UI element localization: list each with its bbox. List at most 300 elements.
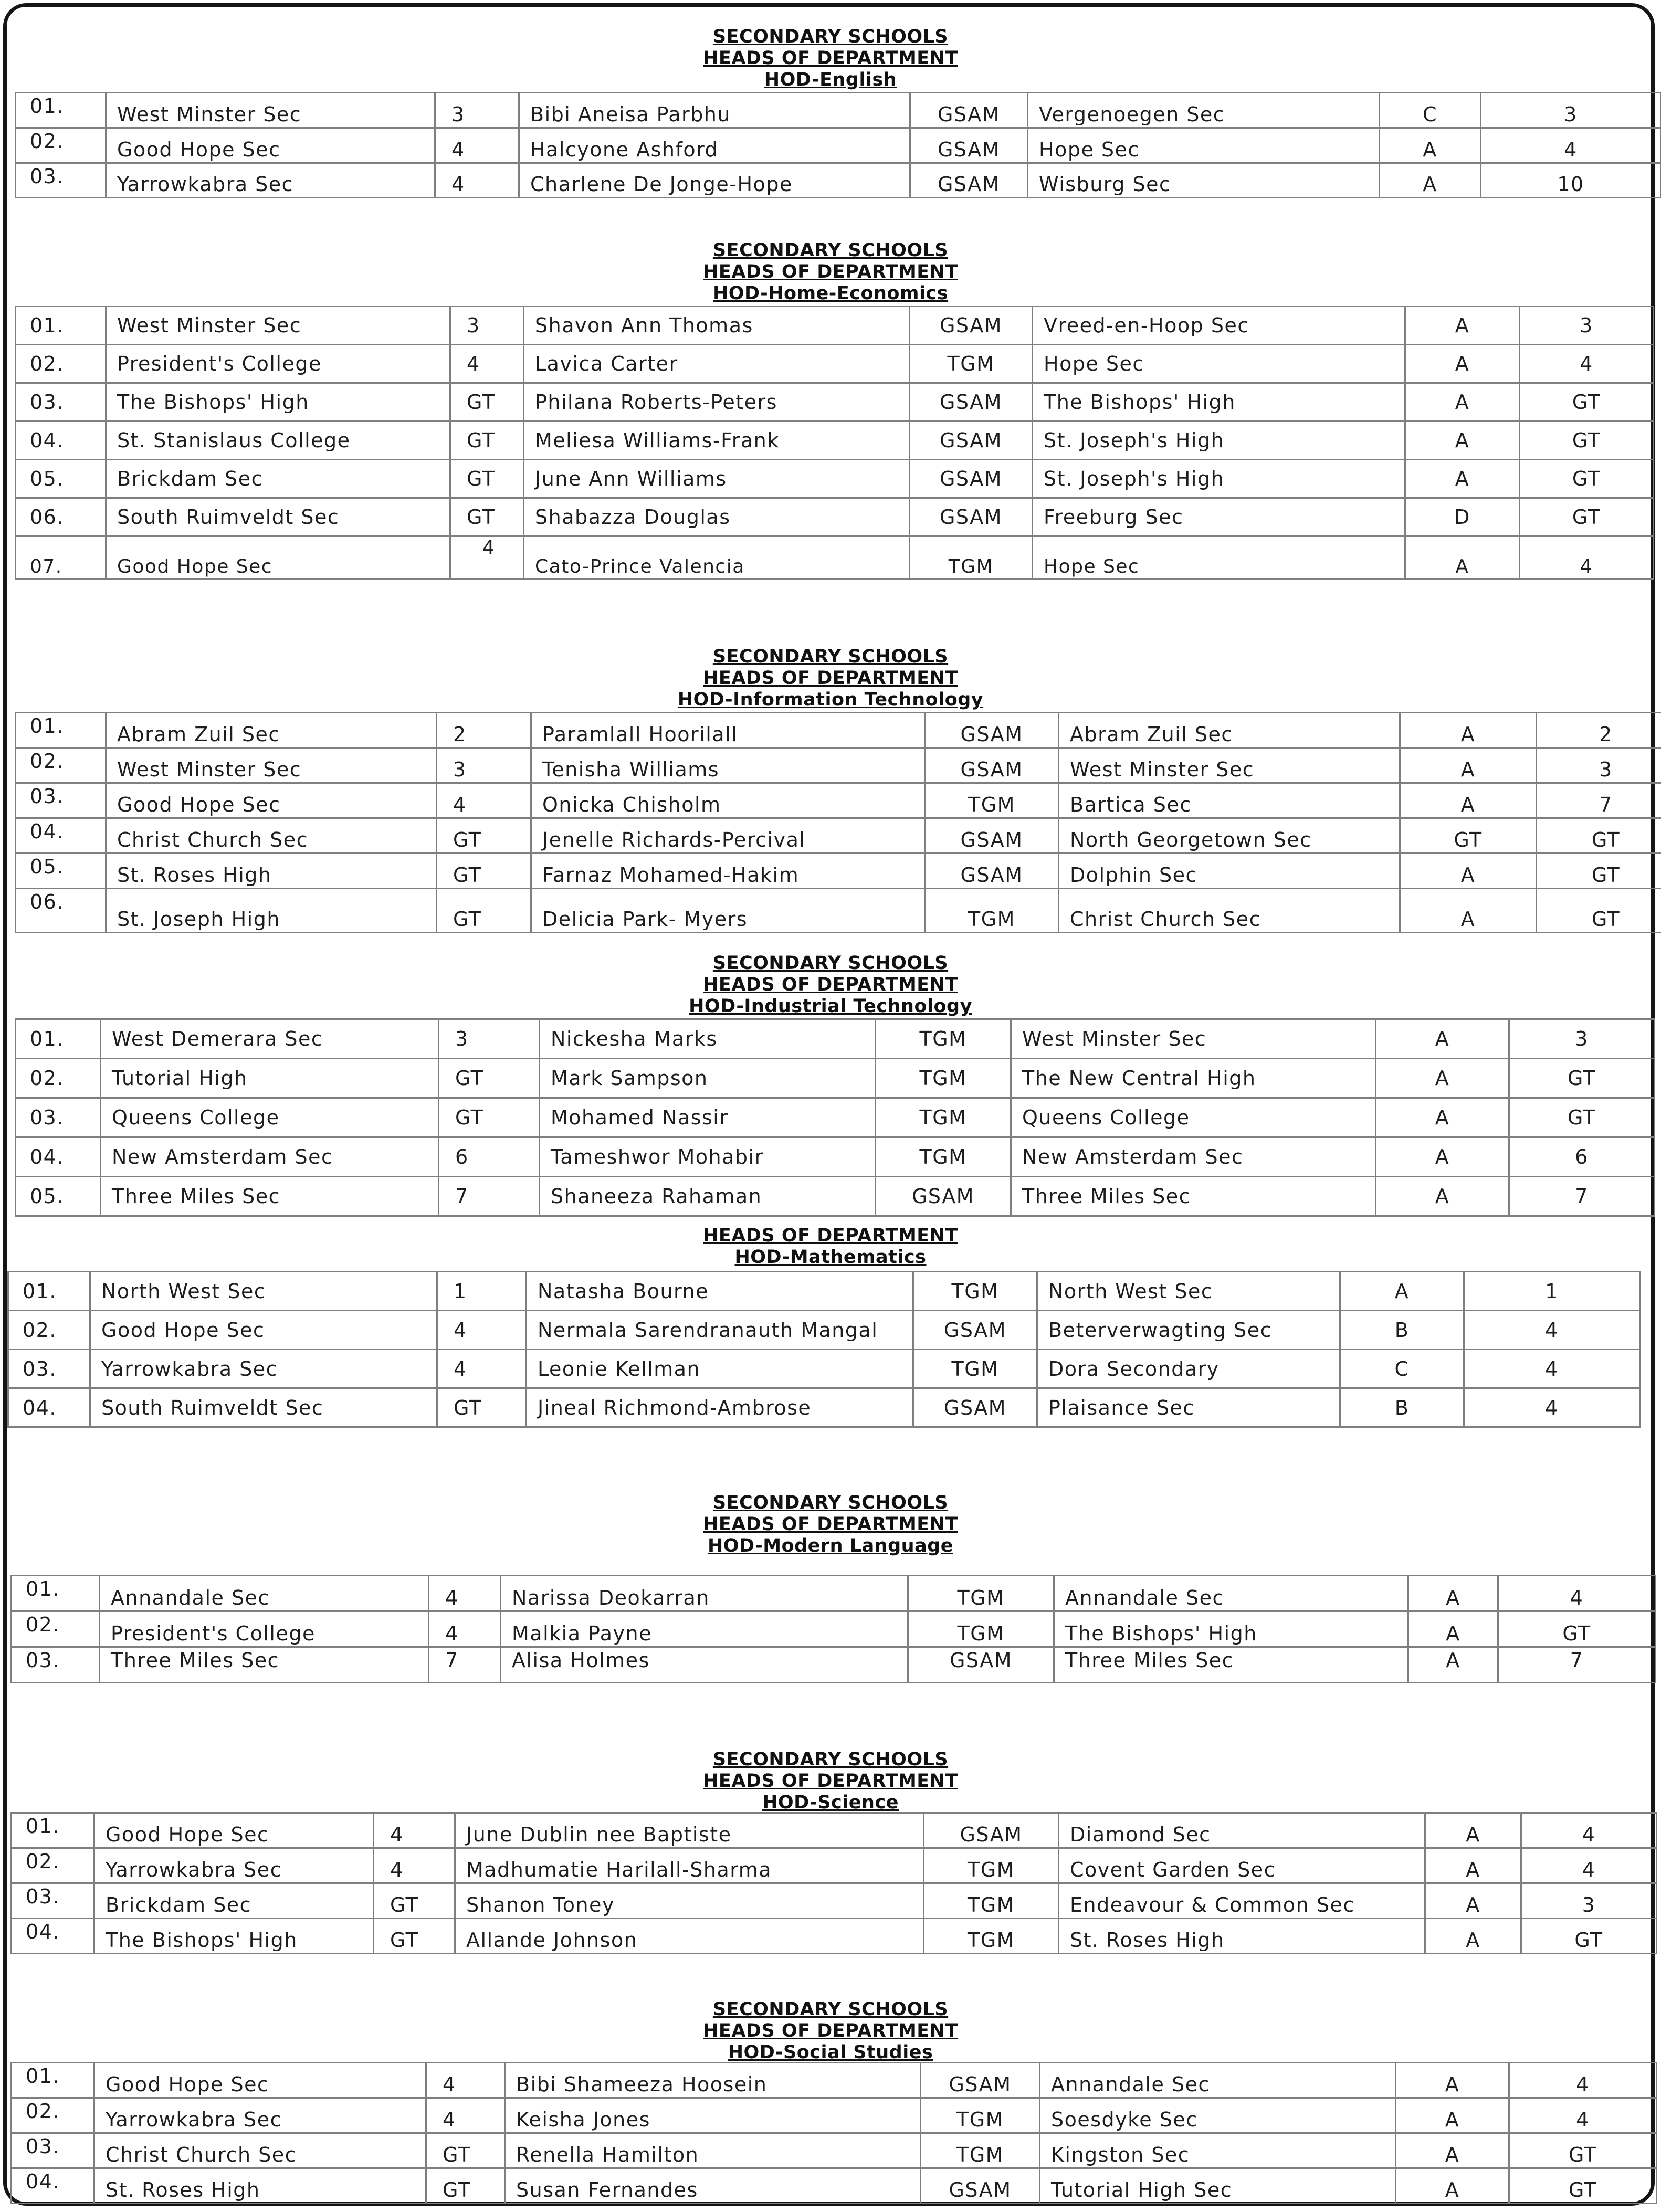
- section-header: [0, 26, 1661, 91]
- table-row: [8, 1272, 1640, 1311]
- section-subject: HOD-Information Technology: [677, 689, 984, 710]
- teacher-name: June Dublin nee Baptiste: [455, 1813, 924, 1848]
- teacher-name: Malkia Payne: [501, 1611, 908, 1647]
- row-number: 01.: [16, 93, 106, 128]
- current-school: St. Joseph's High: [1033, 422, 1405, 460]
- school: Brickdam Sec: [94, 1883, 374, 1919]
- school: St. Roses High: [94, 2168, 426, 2204]
- appointment: GSAM: [924, 1813, 1059, 1848]
- school: Annandale Sec: [100, 1576, 429, 1611]
- row-number: 03.: [16, 163, 106, 198]
- section-header: [0, 953, 1661, 1017]
- region: GT: [426, 2168, 505, 2204]
- region: 4: [374, 1813, 455, 1848]
- grade: A: [1376, 1177, 1509, 1216]
- current-school: Beterverwagting Sec: [1037, 1311, 1340, 1350]
- grade: A: [1376, 1019, 1509, 1059]
- table-row: [16, 460, 1654, 498]
- row-number: 02.: [8, 1311, 90, 1350]
- table-row: [12, 1848, 1657, 1883]
- current-school: Queens College: [1011, 1098, 1376, 1137]
- table-row: [16, 1098, 1655, 1137]
- teacher-name: Nermala Sarendranauth Mangal: [527, 1311, 913, 1350]
- current-school: Dora Secondary: [1037, 1350, 1340, 1388]
- current-school: North West Sec: [1037, 1272, 1340, 1311]
- teacher-name: Keisha Jones: [505, 2098, 921, 2133]
- grade: A: [1396, 2168, 1509, 2204]
- current-school: Three Miles Sec: [1054, 1647, 1408, 1683]
- row-number: 02.: [16, 345, 106, 383]
- appointment: TGM: [908, 1611, 1054, 1647]
- current-region: GT: [1520, 498, 1654, 536]
- region: GT: [450, 422, 524, 460]
- current-region: GT: [1521, 1919, 1657, 1954]
- school: West Minster Sec: [106, 93, 435, 128]
- teacher-name: Shaneeza Rahaman: [540, 1177, 876, 1216]
- row-number: 03.: [12, 1647, 100, 1683]
- region: 4: [435, 128, 519, 163]
- grade: A: [1405, 383, 1520, 422]
- appointment: TGM: [876, 1098, 1011, 1137]
- region: 7: [429, 1647, 501, 1683]
- table-row: [16, 383, 1654, 422]
- current-school: Covent Garden Sec: [1059, 1848, 1425, 1883]
- current-region: 6: [1509, 1137, 1655, 1177]
- school: Yarrowkabra Sec: [106, 163, 435, 198]
- grade: A: [1396, 2098, 1509, 2133]
- teacher-name: Philana Roberts-Peters: [524, 383, 910, 422]
- teacher-name: Mark Sampson: [540, 1059, 876, 1098]
- grade: A: [1396, 2063, 1509, 2098]
- teacher-name: Jineal Richmond-Ambrose: [527, 1388, 913, 1427]
- section-subtitle: HEADS OF DEPARTMENT: [703, 1771, 958, 1792]
- school: Good Hope Sec: [106, 128, 435, 163]
- table-row: [16, 713, 1661, 748]
- row-number: 06.: [16, 498, 106, 536]
- appointment: TGM: [925, 889, 1059, 933]
- current-school: Tutorial High Sec: [1040, 2168, 1396, 2204]
- hod-table: [7, 1271, 1641, 1428]
- current-school: Plaisance Sec: [1037, 1388, 1340, 1427]
- section-subject: HOD-Home-Economics: [712, 283, 949, 304]
- table-row: [16, 889, 1661, 933]
- current-region: 3: [1509, 1019, 1655, 1059]
- row-number: 02.: [16, 1059, 101, 1098]
- current-school: St. Roses High: [1059, 1919, 1425, 1954]
- table-row: [16, 422, 1654, 460]
- current-school: The New Central High: [1011, 1059, 1376, 1098]
- current-school: Freeburg Sec: [1033, 498, 1405, 536]
- region: GT: [450, 383, 524, 422]
- school: St. Joseph High: [106, 889, 437, 933]
- current-region: 7: [1537, 783, 1661, 818]
- section-subject: HOD-Science: [762, 1792, 899, 1813]
- hod-table: [15, 712, 1661, 933]
- section-subtitle: HEADS OF DEPARTMENT: [703, 1225, 958, 1246]
- current-region: GT: [1509, 2133, 1657, 2168]
- row-number: 02.: [16, 748, 106, 783]
- appointment: GSAM: [910, 422, 1033, 460]
- teacher-name: Tenisha Williams: [531, 748, 925, 783]
- grade: A: [1405, 536, 1520, 580]
- region: 3: [437, 748, 531, 783]
- current-region: GT: [1520, 460, 1654, 498]
- appointment: TGM: [910, 536, 1033, 580]
- row-number: 02.: [12, 1611, 100, 1647]
- current-region: 4: [1464, 1388, 1640, 1427]
- grade: A: [1400, 889, 1537, 933]
- current-region: 4: [1521, 1813, 1657, 1848]
- current-region: 4: [1509, 2098, 1657, 2133]
- table-row: [12, 1883, 1657, 1919]
- school: St. Stanislaus College: [106, 422, 450, 460]
- teacher-name: Paramlall Hoorilall: [531, 713, 925, 748]
- current-school: Christ Church Sec: [1059, 889, 1400, 933]
- current-school: Hope Sec: [1028, 128, 1380, 163]
- table-row: [16, 1019, 1655, 1059]
- current-region: GT: [1537, 889, 1661, 933]
- region: GT: [439, 1098, 540, 1137]
- current-region: 7: [1509, 1177, 1655, 1216]
- table-row: [12, 1576, 1656, 1611]
- current-region: 3: [1521, 1883, 1657, 1919]
- appointment: GSAM: [910, 163, 1028, 198]
- appointment: GSAM: [908, 1647, 1054, 1683]
- school: St. Roses High: [106, 854, 437, 889]
- school: President's College: [106, 345, 450, 383]
- grade: C: [1340, 1350, 1464, 1388]
- school: Abram Zuil Sec: [106, 713, 437, 748]
- teacher-name: Farnaz Mohamed-Hakim: [531, 854, 925, 889]
- row-number: 07.: [16, 536, 106, 580]
- section-header: [0, 1492, 1661, 1557]
- teacher-name: Bibi Shameeza Hoosein: [505, 2063, 921, 2098]
- school: Yarrowkabra Sec: [90, 1350, 437, 1388]
- current-region: 4: [1464, 1311, 1640, 1350]
- teacher-name: Lavica Carter: [524, 345, 910, 383]
- row-number: 02.: [12, 2098, 94, 2133]
- row-number: 03.: [8, 1350, 90, 1388]
- appointment: GSAM: [925, 713, 1059, 748]
- current-region: GT: [1520, 383, 1654, 422]
- grade: A: [1400, 854, 1537, 889]
- current-region: 3: [1520, 307, 1654, 345]
- grade: A: [1405, 460, 1520, 498]
- teacher-name: Alisa Holmes: [501, 1647, 908, 1683]
- section-subject: HOD-Social Studies: [728, 2042, 933, 2063]
- current-region: GT: [1537, 818, 1661, 854]
- school: Christ Church Sec: [94, 2133, 426, 2168]
- appointment: TGM: [913, 1350, 1037, 1388]
- row-number: 05.: [16, 1177, 101, 1216]
- section-subject: HOD-Mathematics: [734, 1247, 927, 1268]
- appointment: TGM: [908, 1576, 1054, 1611]
- teacher-name: Meliesa Williams-Frank: [524, 422, 910, 460]
- teacher-name: Leonie Kellman: [527, 1350, 913, 1388]
- grade: B: [1340, 1388, 1464, 1427]
- teacher-name: Nickesha Marks: [540, 1019, 876, 1059]
- school: Three Miles Sec: [100, 1647, 429, 1683]
- current-school: Wisburg Sec: [1028, 163, 1380, 198]
- region: 4: [429, 1576, 501, 1611]
- row-number: 04.: [16, 818, 106, 854]
- appointment: GSAM: [910, 128, 1028, 163]
- hod-table: [15, 306, 1654, 580]
- row-number: 01.: [12, 1576, 100, 1611]
- grade: A: [1400, 748, 1537, 783]
- section-subtitle: HEADS OF DEPARTMENT: [703, 1514, 958, 1535]
- table-row: [16, 345, 1654, 383]
- teacher-name: Narissa Deokarran: [501, 1576, 908, 1611]
- region: GT: [439, 1059, 540, 1098]
- grade: A: [1340, 1272, 1464, 1311]
- current-school: Annandale Sec: [1040, 2063, 1396, 2098]
- section-subtitle: HEADS OF DEPARTMENT: [703, 261, 958, 282]
- teacher-name: Jenelle Richards-Percival: [531, 818, 925, 854]
- row-number: 03.: [16, 383, 106, 422]
- row-number: 02.: [12, 1848, 94, 1883]
- region: 3: [439, 1019, 540, 1059]
- school: West Demerara Sec: [101, 1019, 439, 1059]
- appointment: TGM: [925, 783, 1059, 818]
- teacher-name: Shanon Toney: [455, 1883, 924, 1919]
- current-region: 4: [1509, 2063, 1657, 2098]
- school: Queens College: [101, 1098, 439, 1137]
- row-number: 01.: [8, 1272, 90, 1311]
- row-number: 04.: [16, 422, 106, 460]
- row-number: 03.: [16, 783, 106, 818]
- grade: B: [1340, 1311, 1464, 1350]
- section-title: SECONDARY SCHOOLS: [712, 953, 949, 974]
- section-title: SECONDARY SCHOOLS: [712, 1492, 949, 1513]
- teacher-name: Natasha Bourne: [527, 1272, 913, 1311]
- current-region: 4: [1521, 1848, 1657, 1883]
- grade: A: [1405, 307, 1520, 345]
- current-region: 4: [1520, 345, 1654, 383]
- table-row: [12, 1919, 1657, 1954]
- teacher-name: Delicia Park- Myers: [531, 889, 925, 933]
- hod-table: [10, 1812, 1657, 1954]
- region: 4: [437, 1350, 527, 1388]
- appointment: TGM: [921, 2133, 1040, 2168]
- teacher-name: Madhumatie Harilall-Sharma: [455, 1848, 924, 1883]
- grade: A: [1425, 1883, 1521, 1919]
- region: 4: [429, 1611, 501, 1647]
- current-school: Hope Sec: [1033, 536, 1405, 580]
- appointment: GSAM: [910, 498, 1033, 536]
- grade: A: [1425, 1919, 1521, 1954]
- row-number: 06.: [16, 889, 106, 933]
- teacher-name: Allande Johnson: [455, 1919, 924, 1954]
- table-row: [16, 93, 1661, 128]
- table-row: [16, 307, 1654, 345]
- region: 1: [437, 1272, 527, 1311]
- grade: A: [1380, 163, 1481, 198]
- table-row: [16, 1177, 1655, 1216]
- table-row: [12, 2098, 1657, 2133]
- section-header: [0, 1749, 1661, 1814]
- school: Good Hope Sec: [106, 536, 450, 580]
- appointment: TGM: [910, 345, 1033, 383]
- school: The Bishops' High: [94, 1919, 374, 1954]
- region: 4: [435, 163, 519, 198]
- school: Yarrowkabra Sec: [94, 1848, 374, 1883]
- grade: A: [1408, 1647, 1498, 1683]
- grade: A: [1408, 1576, 1498, 1611]
- current-school: St. Joseph's High: [1033, 460, 1405, 498]
- teacher-name: Halcyone Ashford: [519, 128, 910, 163]
- appointment: GSAM: [921, 2168, 1040, 2204]
- region: 4: [450, 345, 524, 383]
- current-region: GT: [1509, 1059, 1655, 1098]
- teacher-name: Onicka Chisholm: [531, 783, 925, 818]
- appointment: GSAM: [925, 748, 1059, 783]
- school: Three Miles Sec: [101, 1177, 439, 1216]
- region: GT: [450, 498, 524, 536]
- table-row: [12, 2168, 1657, 2204]
- current-school: Annandale Sec: [1054, 1576, 1408, 1611]
- table-row: [16, 854, 1661, 889]
- current-region: 4: [1520, 536, 1654, 580]
- current-region: GT: [1509, 1098, 1655, 1137]
- region: GT: [426, 2133, 505, 2168]
- teacher-name: Susan Fernandes: [505, 2168, 921, 2204]
- grade: A: [1376, 1059, 1509, 1098]
- appointment: GSAM: [913, 1388, 1037, 1427]
- hod-table: [15, 92, 1661, 198]
- teacher-name: Charlene De Jonge-Hope: [519, 163, 910, 198]
- school: Christ Church Sec: [106, 818, 437, 854]
- hod-table: [10, 2062, 1657, 2204]
- current-region: GT: [1509, 2168, 1657, 2204]
- teacher-name: Shabazza Douglas: [524, 498, 910, 536]
- section-subtitle: HEADS OF DEPARTMENT: [703, 668, 958, 689]
- school: Brickdam Sec: [106, 460, 450, 498]
- section-subtitle: HEADS OF DEPARTMENT: [703, 48, 958, 69]
- table-row: [16, 536, 1654, 580]
- row-number: 04.: [12, 2168, 94, 2204]
- teacher-name: Shavon Ann Thomas: [524, 307, 910, 345]
- appointment: GSAM: [876, 1177, 1011, 1216]
- teacher-name: Mohamed Nassir: [540, 1098, 876, 1137]
- teacher-name: June Ann Williams: [524, 460, 910, 498]
- table-row: [16, 818, 1661, 854]
- appointment: TGM: [913, 1272, 1037, 1311]
- section-title: SECONDARY SCHOOLS: [712, 1999, 949, 2020]
- region: 7: [439, 1177, 540, 1216]
- appointment: GSAM: [910, 460, 1033, 498]
- grade: A: [1380, 128, 1481, 163]
- grade: A: [1425, 1848, 1521, 1883]
- table-row: [16, 128, 1661, 163]
- row-number: 04.: [16, 1137, 101, 1177]
- section-title: SECONDARY SCHOOLS: [712, 240, 949, 261]
- appointment: TGM: [876, 1137, 1011, 1177]
- region: 3: [450, 307, 524, 345]
- appointment: GSAM: [925, 818, 1059, 854]
- current-school: West Minster Sec: [1059, 748, 1400, 783]
- school: South Ruimveldt Sec: [106, 498, 450, 536]
- region: 2: [437, 713, 531, 748]
- table-row: [16, 1137, 1655, 1177]
- current-region: GT: [1537, 854, 1661, 889]
- region: GT: [437, 818, 531, 854]
- appointment: GSAM: [910, 307, 1033, 345]
- grade: A: [1405, 345, 1520, 383]
- region: 4: [426, 2063, 505, 2098]
- appointment: TGM: [876, 1019, 1011, 1059]
- region: GT: [450, 460, 524, 498]
- row-number: 01.: [16, 1019, 101, 1059]
- school: West Minster Sec: [106, 748, 437, 783]
- table-row: [8, 1311, 1640, 1350]
- current-school: Abram Zuil Sec: [1059, 713, 1400, 748]
- grade: A: [1396, 2133, 1509, 2168]
- school: Good Hope Sec: [90, 1311, 437, 1350]
- table-row: [12, 2063, 1657, 2098]
- current-region: 3: [1481, 93, 1661, 128]
- table-row: [16, 1059, 1655, 1098]
- current-school: New Amsterdam Sec: [1011, 1137, 1376, 1177]
- teacher-name: Bibi Aneisa Parbhu: [519, 93, 910, 128]
- row-number: 01.: [12, 2063, 94, 2098]
- table-row: [16, 748, 1661, 783]
- table-row: [16, 783, 1661, 818]
- row-number: 04.: [12, 1919, 94, 1954]
- teacher-name: Tameshwor Mohabir: [540, 1137, 876, 1177]
- school: South Ruimveldt Sec: [90, 1388, 437, 1427]
- appointment: TGM: [924, 1919, 1059, 1954]
- school: North West Sec: [90, 1272, 437, 1311]
- grade: A: [1376, 1137, 1509, 1177]
- table-row: [8, 1350, 1640, 1388]
- region: 6: [439, 1137, 540, 1177]
- current-region: 4: [1481, 128, 1661, 163]
- current-region: 1: [1464, 1272, 1640, 1311]
- hod-table: [10, 1575, 1656, 1683]
- section-title: SECONDARY SCHOOLS: [712, 1749, 949, 1770]
- appointment: GSAM: [921, 2063, 1040, 2098]
- grade: C: [1380, 93, 1481, 128]
- section-subject: HOD-English: [764, 69, 897, 90]
- appointment: TGM: [924, 1848, 1059, 1883]
- school: President's College: [100, 1611, 429, 1647]
- region: 4: [374, 1848, 455, 1883]
- appointment: TGM: [876, 1059, 1011, 1098]
- current-school: West Minster Sec: [1011, 1019, 1376, 1059]
- region: 3: [435, 93, 519, 128]
- school: Good Hope Sec: [106, 783, 437, 818]
- appointment: TGM: [924, 1883, 1059, 1919]
- row-number: 03.: [12, 2133, 94, 2168]
- current-school: Diamond Sec: [1059, 1813, 1425, 1848]
- current-region: 3: [1537, 748, 1661, 783]
- region: 4: [437, 1311, 527, 1350]
- row-number: 01.: [16, 307, 106, 345]
- region: GT: [437, 1388, 527, 1427]
- row-number: 02.: [16, 128, 106, 163]
- row-number: 05.: [16, 854, 106, 889]
- current-region: 7: [1498, 1647, 1656, 1683]
- current-school: North Georgetown Sec: [1059, 818, 1400, 854]
- current-region: 10: [1481, 163, 1661, 198]
- section-subject: HOD-Modern Language: [707, 1535, 954, 1556]
- table-row: [12, 1813, 1657, 1848]
- grade: A: [1376, 1098, 1509, 1137]
- section-subject: HOD-Industrial Technology: [689, 996, 972, 1017]
- region: 4: [450, 536, 524, 580]
- grade: A: [1408, 1611, 1498, 1647]
